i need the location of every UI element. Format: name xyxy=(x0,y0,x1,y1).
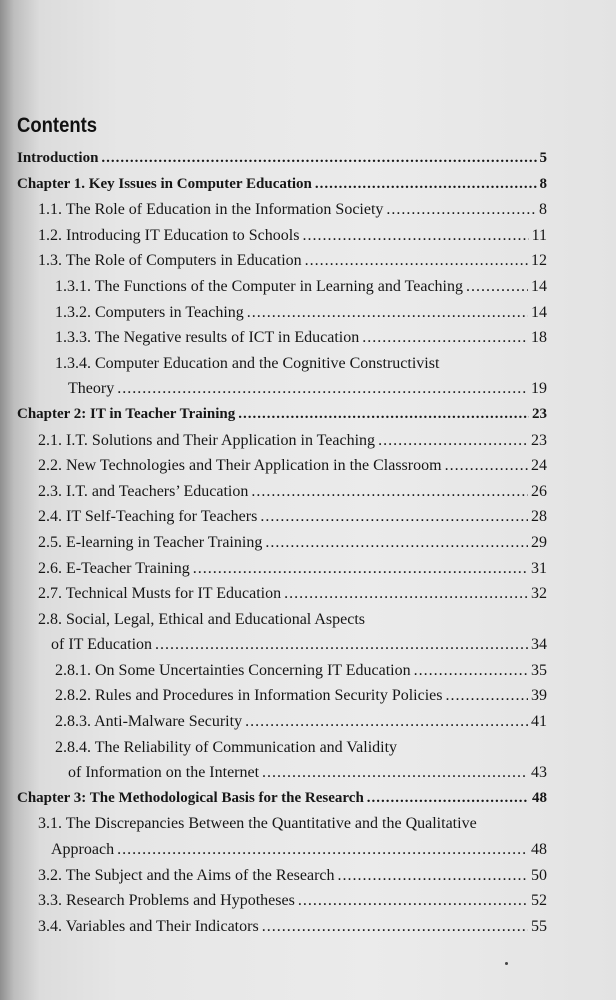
toc-entry-title-continued: of IT Education xyxy=(51,636,153,654)
toc-entry-title: 1.3.3. The Negative results of ICT in Education xyxy=(55,329,360,347)
toc-section-entry[interactable] xyxy=(17,556,547,582)
toc-entry-page: 48 xyxy=(531,841,547,859)
leader-dots xyxy=(466,274,528,300)
toc-section-entry[interactable] xyxy=(17,351,547,402)
toc-entry-title: Introduction xyxy=(17,150,99,166)
leader-dots xyxy=(298,888,528,914)
toc-entry-page: 23 xyxy=(531,431,547,449)
table-of-contents xyxy=(17,146,547,939)
toc-entry-page: 43 xyxy=(531,764,547,782)
toc-entry-page: 31 xyxy=(531,559,547,577)
toc-entry-title: Chapter 1. Key Issues in Computer Education xyxy=(17,175,312,192)
toc-entry-title: 2.5. E-learning in Teacher Training xyxy=(38,533,263,551)
leader-dots xyxy=(378,428,528,454)
toc-section-entry[interactable] xyxy=(17,248,547,274)
leader-dots xyxy=(338,863,528,889)
toc-entry-title: 1.2. Introducing IT Education to Schools xyxy=(38,226,300,244)
toc-entry-title: 2.8.3. Anti-Malware Security xyxy=(55,713,243,731)
toc-entry-title: 2.8.1. On Some Uncertainties Concerning IT Education xyxy=(55,661,411,679)
toc-section-entry[interactable] xyxy=(17,428,547,454)
toc-entry-title: 3.2. The Subject and the Aims of the Research xyxy=(38,866,335,884)
toc-entry-title: 3.4. Variables and Their Indicators xyxy=(38,917,259,935)
toc-section-entry[interactable] xyxy=(17,223,547,249)
leader-dots xyxy=(262,914,528,940)
toc-entry-title: 2.8.4. The Reliability of Communication and Validity xyxy=(55,738,398,756)
leader-dots xyxy=(155,632,528,658)
toc-section-entry[interactable] xyxy=(17,863,547,889)
toc-section-entry[interactable] xyxy=(17,453,547,479)
toc-entry-title: 2.8. Social, Legal, Ethical and Educational Aspects xyxy=(38,610,366,628)
toc-section-entry[interactable] xyxy=(17,683,547,709)
toc-entry-page: 12 xyxy=(531,252,547,270)
contents-heading: Contents xyxy=(17,114,98,137)
toc-entry-page: 39 xyxy=(531,687,547,705)
leader-dots xyxy=(265,530,528,556)
toc-entry-title-continued: of Information on the Internet xyxy=(68,764,260,782)
leader-dots xyxy=(262,760,528,786)
toc-entry-page: 14 xyxy=(531,303,547,321)
leader-dots xyxy=(367,786,529,812)
leader-dots xyxy=(445,453,528,479)
toc-section-entry[interactable] xyxy=(17,325,547,351)
toc-entry-title: Chapter 2: IT in Teacher Training xyxy=(17,405,236,422)
toc-entry-title: 1.3.4. Computer Education and the Cognitive Constructivist xyxy=(55,354,440,372)
toc-entry-title: 1.3.2. Computers in Teaching xyxy=(55,303,244,321)
toc-entry-title: 2.7. Technical Musts for IT Education xyxy=(38,585,282,603)
toc-entry-title: 2.2. New Technologies and Their Application in the Classroom xyxy=(38,457,442,475)
toc-entry-page: 11 xyxy=(531,226,547,244)
leader-dots xyxy=(284,581,528,607)
toc-entry-title: 2.6. E-Teacher Training xyxy=(38,559,190,577)
toc-chapter-entry[interactable] xyxy=(17,146,547,172)
toc-entry-page: 41 xyxy=(531,713,547,731)
leader-dots xyxy=(386,197,536,223)
leader-dots xyxy=(117,376,528,402)
toc-entry-title: 2.3. I.T. and Teachers’ Education xyxy=(38,482,249,500)
leader-dots xyxy=(117,837,528,863)
toc-section-entry[interactable] xyxy=(17,888,547,914)
toc-section-entry[interactable] xyxy=(17,197,547,223)
toc-entry-title: 2.4. IT Self-Teaching for Teachers xyxy=(38,508,258,526)
toc-entry-page: 14 xyxy=(531,277,547,295)
toc-entry-title: 2.1. I.T. Solutions and Their Application in Teaching xyxy=(38,431,376,449)
toc-entry-page: 19 xyxy=(531,380,547,398)
toc-entry-page: 48 xyxy=(532,789,547,806)
toc-entry-page: 50 xyxy=(531,866,547,884)
toc-section-entry[interactable] xyxy=(17,811,547,862)
toc-entry-page: 8 xyxy=(539,201,547,219)
toc-entry-title: 1.3.1. The Functions of the Computer in Learning and Teaching xyxy=(55,277,463,295)
toc-entry-title: 3.1. The Discrepancies Between the Quantitative and the Qualitative xyxy=(38,815,477,833)
toc-chapter-entry[interactable] xyxy=(17,786,547,812)
toc-entry-title-continued: Theory xyxy=(68,380,115,398)
toc-entry-page: 29 xyxy=(531,533,547,551)
leader-dots xyxy=(101,146,536,172)
toc-entry-title: Chapter 3: The Methodological Basis for the Research xyxy=(17,789,364,806)
toc-section-entry[interactable] xyxy=(17,914,547,940)
leader-dots xyxy=(245,709,528,735)
toc-entry-page: 55 xyxy=(531,917,547,935)
toc-section-entry[interactable] xyxy=(17,581,547,607)
toc-section-entry[interactable] xyxy=(17,504,547,530)
toc-entry-title-continued: Approach xyxy=(51,841,115,859)
toc-section-entry[interactable] xyxy=(17,658,547,684)
toc-entry-page: 32 xyxy=(531,585,547,603)
toc-entry-page: 35 xyxy=(531,661,547,679)
toc-entry-page: 18 xyxy=(531,329,547,347)
toc-section-entry[interactable] xyxy=(17,530,547,556)
leader-dots xyxy=(260,504,528,530)
leader-dots xyxy=(238,402,529,428)
toc-entry-page: 28 xyxy=(531,508,547,526)
leader-dots xyxy=(247,300,528,326)
toc-section-entry[interactable] xyxy=(17,300,547,326)
toc-entry-page: 23 xyxy=(532,405,547,422)
toc-section-entry[interactable] xyxy=(17,607,547,658)
leader-dots xyxy=(251,479,528,505)
leader-dots xyxy=(305,248,528,274)
leader-dots xyxy=(414,658,528,684)
leader-dots xyxy=(193,556,528,582)
toc-entry-page: 24 xyxy=(531,457,547,475)
toc-entry-title: 2.8.2. Rules and Procedures in Information Security Policies xyxy=(55,687,443,705)
toc-entry-page: 26 xyxy=(531,482,547,500)
leader-dots xyxy=(302,223,528,249)
toc-chapter-entry[interactable] xyxy=(17,402,547,428)
ink-speck xyxy=(505,962,508,965)
leader-dots xyxy=(362,325,528,351)
toc-entry-title: 3.3. Research Problems and Hypotheses xyxy=(38,892,295,910)
toc-section-entry[interactable] xyxy=(17,479,547,505)
toc-entry-title: 1.1. The Role of Education in the Information Society xyxy=(38,201,384,219)
toc-entry-page: 52 xyxy=(531,892,547,910)
toc-section-entry[interactable] xyxy=(17,274,547,300)
toc-entry-page: 34 xyxy=(531,636,547,654)
toc-section-entry[interactable] xyxy=(17,735,547,786)
leader-dots xyxy=(315,172,537,198)
toc-entry-page: 5 xyxy=(539,150,547,166)
toc-entry-page: 8 xyxy=(539,175,547,192)
toc-section-entry[interactable] xyxy=(17,709,547,735)
toc-entry-title: 1.3. The Role of Computers in Education xyxy=(38,252,302,270)
leader-dots xyxy=(445,683,528,709)
toc-chapter-entry[interactable] xyxy=(17,172,547,198)
